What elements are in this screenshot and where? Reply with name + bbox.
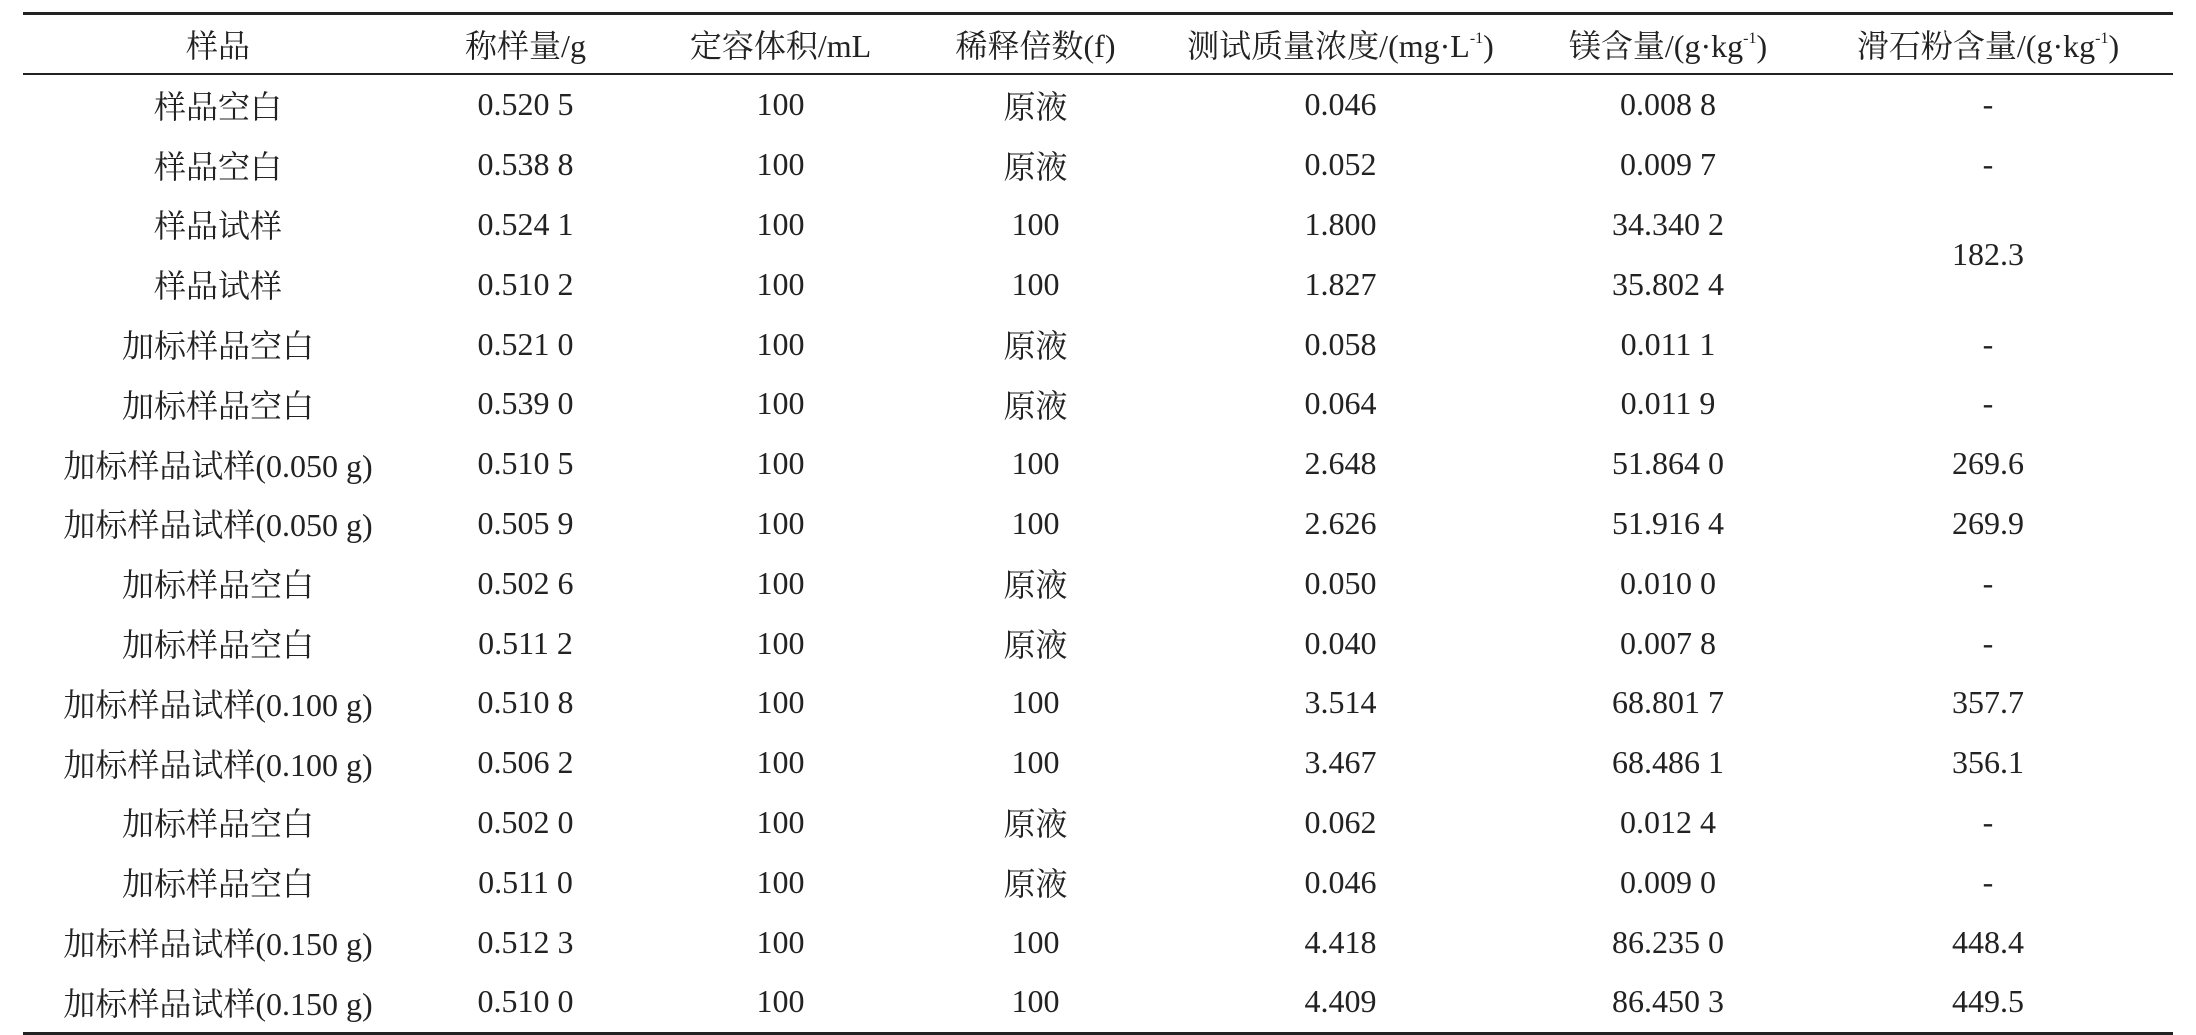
table-cell-dilution-factor: 100 [1011, 744, 1060, 781]
table-cell-volume: 100 [756, 385, 805, 422]
table-cell-sample-weight: 0.510 2 [477, 265, 574, 302]
table-cell-sample-weight: 0.502 6 [477, 564, 574, 601]
table-cell-magnesium-content: 86.235 0 [1612, 923, 1724, 960]
table-cell-sample-weight: 0.512 3 [477, 923, 574, 960]
table-cell-talc-content: 269.6 [1952, 445, 2024, 482]
table-cell-sample-weight: 0.506 2 [477, 744, 574, 781]
table-row [23, 195, 2173, 255]
table-body [23, 74, 2173, 1033]
table-cell-sample: 加标样品空白 [121, 627, 314, 664]
table-cell-dilution-factor: 原液 [1003, 627, 1068, 664]
table-cell-talc-content: - [1982, 146, 1994, 183]
table-cell-magnesium-content: 0.009 7 [1620, 146, 1716, 183]
table-row [23, 733, 2173, 793]
table-cell-magnesium-content: 86.450 3 [1533, 972, 1803, 1033]
table-cell-magnesium-content: 34.340 2 [1612, 205, 1724, 242]
column-header-sample-weight [413, 14, 638, 75]
table-row [23, 673, 2173, 733]
table-row [23, 374, 2173, 434]
table-cell-magnesium-content: 0.010 0 [1620, 564, 1716, 601]
table-cell-sample: 加标样品试样(0.050 g) [63, 507, 373, 544]
table-cell-concentration: 4.418 [1304, 923, 1377, 960]
table-cell-magnesium-content: 0.012 4 [1620, 803, 1716, 840]
table-cell-volume: 100 [756, 265, 805, 302]
table-cell-dilution-factor: 原液 [1003, 148, 1068, 185]
table-cell-concentration: 1.827 [1304, 265, 1377, 302]
table-row [23, 912, 2173, 972]
column-header-tail: ) [1483, 28, 1494, 64]
table-cell-sample: 样品试样 [153, 268, 282, 305]
table-cell-dilution-factor: 原液 [1003, 806, 1068, 843]
table-cell-volume: 100 [756, 564, 805, 601]
column-header-tail: ) [1756, 28, 1768, 64]
table-cell-concentration: 0.052 [1304, 146, 1377, 183]
table-cell-sample: 样品空白 [153, 88, 282, 125]
column-header-talc-content [1803, 14, 2173, 75]
table-cell-talc-content: 357.7 [1952, 684, 2024, 721]
table-cell-magnesium-content: 0.011 1 [1620, 325, 1716, 362]
table-cell-concentration: 0.064 [1304, 385, 1377, 422]
table-cell-talc-content: - [1982, 86, 1994, 123]
table-cell-volume: 100 [756, 146, 805, 183]
results-table [23, 12, 2173, 1035]
table-row [23, 494, 2173, 554]
table-cell-talc-content: - [1982, 325, 1994, 362]
column-header-superscript: -1 [1743, 30, 1757, 47]
column-header-concentration [1148, 14, 1533, 75]
table-cell-magnesium-content: 0.009 0 [1620, 863, 1716, 900]
table-cell-dilution-factor: 原液 [1003, 387, 1068, 424]
table-cell-sample: 加标样品空白 [121, 567, 314, 604]
column-header-text: 镁含量/(g·kg [1568, 28, 1744, 64]
table-cell-sample-weight: 0.538 8 [477, 146, 574, 183]
table-cell-sample-weight: 0.502 0 [477, 803, 574, 840]
table-cell-talc-content: - [1982, 803, 1994, 840]
table-cell-dilution-factor: 原液 [1003, 328, 1068, 365]
column-header-text: 测试质量浓度/(mg·L [1187, 28, 1470, 64]
results-table-container [23, 12, 2173, 1035]
column-header-text: 滑石粉含量/(g·kg [1856, 28, 2096, 64]
column-header-superscript: -1 [1469, 30, 1484, 47]
table-cell-sample: 加标样品空白 [121, 387, 314, 424]
table-cell-concentration: 0.058 [1304, 325, 1377, 362]
table-row [23, 74, 2173, 135]
table-cell-sample-weight: 0.539 0 [477, 385, 574, 422]
table-cell-sample-weight: 0.511 2 [478, 624, 573, 661]
table-cell-concentration: 0.050 [1304, 564, 1377, 601]
column-header-tail: ) [2108, 28, 2120, 64]
table-cell-dilution-factor: 100 [1011, 445, 1060, 482]
table-cell-sample-weight: 0.510 8 [477, 684, 574, 721]
table-cell-magnesium-content: 0.007 8 [1620, 624, 1716, 661]
table-header [23, 14, 2173, 75]
table-cell-volume: 100 [756, 744, 805, 781]
table-cell-magnesium-content: 51.864 0 [1612, 445, 1724, 482]
table-cell-talc-content: 448.4 [1952, 923, 2024, 960]
table-cell-sample: 加标样品试样(0.100 g) [63, 746, 373, 783]
table-cell-magnesium-content: 51.916 4 [1612, 504, 1724, 541]
table-cell-sample-weight: 0.510 5 [477, 445, 574, 482]
table-cell-sample-weight: 0.510 0 [413, 972, 638, 1033]
table-cell-concentration: 0.046 [1304, 863, 1377, 900]
table-cell-concentration: 0.040 [1304, 624, 1377, 661]
table-cell-dilution-factor: 100 [1011, 504, 1060, 541]
table-cell-sample: 加标样品空白 [121, 328, 314, 365]
table-cell-concentration: 2.626 [1304, 504, 1377, 541]
header-row [23, 14, 2173, 75]
table-cell-volume: 100 [756, 863, 805, 900]
table-cell-sample-weight: 0.524 1 [477, 205, 574, 242]
table-row [23, 553, 2173, 613]
column-header-sample [23, 14, 413, 75]
table-cell-volume: 100 [756, 86, 805, 123]
table-cell-magnesium-content: 0.008 8 [1620, 86, 1716, 123]
column-header-volume [638, 14, 923, 75]
column-header-dilution-factor [923, 14, 1148, 75]
table-cell-volume: 100 [756, 205, 805, 242]
table-cell-talc-content: - [1982, 385, 1994, 422]
table-cell-concentration: 0.062 [1304, 803, 1377, 840]
column-header-text: 稀释倍数(f) [955, 28, 1116, 64]
table-cell-concentration: 0.046 [1304, 86, 1377, 123]
table-cell-volume: 100 [756, 504, 805, 541]
table-cell-sample: 加标样品试样(0.050 g) [63, 447, 373, 484]
table-cell-concentration: 1.800 [1304, 205, 1377, 242]
table-cell-talc-content: 356.1 [1952, 744, 2024, 781]
table-cell-sample: 加标样品试样(0.100 g) [63, 686, 373, 723]
table-cell-sample: 样品试样 [153, 208, 282, 245]
table-cell-volume: 100 [756, 923, 805, 960]
table-cell-dilution-factor: 100 [1011, 205, 1060, 242]
table-cell-volume: 100 [756, 684, 805, 721]
table-cell-volume: 100 [756, 445, 805, 482]
table-row [23, 314, 2173, 374]
table-row [23, 852, 2173, 912]
table-cell-talc-content: 269.9 [1952, 504, 2024, 541]
table-cell-magnesium-content: 68.486 1 [1612, 744, 1724, 781]
table-cell-magnesium-content: 68.801 7 [1612, 684, 1724, 721]
table-cell-sample: 加标样品试样(0.150 g) [63, 926, 373, 963]
table-cell-talc-content: - [1982, 564, 1994, 601]
table-row [23, 434, 2173, 494]
table-cell-sample: 样品空白 [153, 148, 282, 185]
table-cell-sample-weight: 0.511 0 [478, 863, 573, 900]
table-cell-talc-content: 449.5 [1803, 972, 2173, 1033]
table-cell-magnesium-content: 0.011 9 [1620, 385, 1716, 422]
table-cell-dilution-factor: 100 [923, 972, 1148, 1033]
table-cell-sample-weight: 0.521 0 [477, 325, 574, 362]
table-cell-sample: 加标样品空白 [121, 866, 314, 903]
table-row [23, 613, 2173, 673]
table-cell-concentration: 4.409 [1148, 972, 1533, 1033]
table-cell-dilution-factor: 原液 [1003, 866, 1068, 903]
table-cell-dilution-factor: 原液 [1003, 567, 1068, 604]
table-cell-sample: 加标样品试样(0.150 g) [23, 972, 413, 1033]
table-cell-concentration: 3.514 [1304, 684, 1377, 721]
table-cell-talc-content: - [1982, 624, 1994, 661]
table-cell-volume: 100 [756, 624, 805, 661]
table-cell-sample: 加标样品空白 [121, 806, 314, 843]
table-cell-talc-content: - [1982, 863, 1994, 900]
table-cell-volume: 100 [756, 325, 805, 362]
column-header-text: 称样量/g [465, 28, 586, 64]
table-cell-dilution-factor: 100 [1011, 923, 1060, 960]
column-header-superscript: -1 [2095, 30, 2109, 47]
table-cell-concentration: 3.467 [1304, 744, 1377, 781]
table-row [23, 135, 2173, 195]
table-cell-dilution-factor: 100 [1011, 684, 1060, 721]
table-cell-volume: 100 [756, 803, 805, 840]
column-header-magnesium-content [1533, 14, 1803, 75]
table-row [23, 793, 2173, 853]
table-cell-sample-weight: 0.505 9 [477, 504, 574, 541]
column-header-text: 定容体积/mL [689, 28, 872, 64]
table-cell-volume: 100 [638, 972, 923, 1033]
table-cell-dilution-factor: 100 [1011, 265, 1060, 302]
table-row [23, 972, 2173, 1033]
table-cell-dilution-factor: 原液 [1003, 88, 1068, 125]
column-header-text: 样品 [185, 28, 250, 64]
table-cell-concentration: 2.648 [1304, 445, 1377, 482]
table-cell-sample-weight: 0.520 5 [477, 86, 574, 123]
table-cell-magnesium-content: 35.802 4 [1612, 265, 1724, 302]
table-cell-talc-content: 182.3 [1952, 235, 2024, 272]
